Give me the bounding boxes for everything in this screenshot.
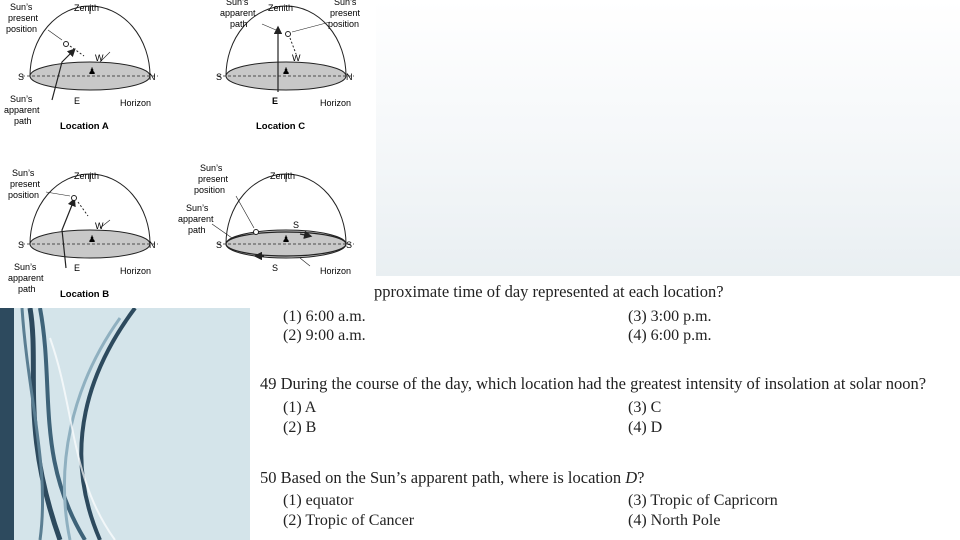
sun-present-label-d-2: present	[198, 174, 229, 184]
question-49-text: During the course of the day, which location had the greatest intensity of insolation at solar noon?	[280, 374, 927, 393]
q48-option-4: (4) 6:00 p.m.	[628, 327, 712, 344]
compass-s-b: S	[18, 240, 25, 250]
sun-present-label-d-3: position	[194, 185, 226, 195]
sun-present-label-d-1: Sun’s	[200, 163, 223, 173]
question-50-italic: D	[625, 468, 638, 487]
question-48-text: pproximate time of day represented at each location?	[374, 282, 724, 301]
sun-present-label-b-2: present	[10, 179, 41, 189]
q49-option-1: (1) A	[283, 399, 317, 416]
sun-path-diagram	[0, 0, 376, 308]
svg-text:♟: ♟	[88, 66, 97, 76]
compass-s-a: S	[18, 72, 25, 82]
compass-s-d-right: S	[346, 240, 353, 250]
question-50-number: 50	[260, 468, 277, 487]
q50-option-2: (2) Tropic of Cancer	[283, 512, 415, 529]
top-gradient-band	[376, 0, 960, 276]
sun-path-label-d-3: path	[188, 225, 206, 235]
sun-path-label-b-2: apparent	[8, 273, 44, 283]
sun-path-label-a-2: apparent	[4, 105, 40, 115]
sun-present-label-c-1: Sun’s	[334, 0, 357, 7]
decorative-curves	[0, 308, 250, 540]
horizon-label-a: Horizon	[120, 98, 152, 108]
q50-option-4: (4) North Pole	[628, 512, 721, 529]
zenith-label-d: Zenith	[270, 171, 296, 181]
sun-present-label-c-3: position	[328, 19, 360, 29]
question-49	[260, 374, 926, 394]
compass-n-a: N	[149, 72, 156, 82]
sun-path-label-b-3: path	[18, 284, 36, 294]
compass-s-d-bottom: S	[272, 263, 279, 273]
location-c-diagram	[216, 0, 361, 132]
sun-path-label-c-3: path	[230, 19, 248, 29]
horizon-label-d: Horizon	[320, 266, 352, 276]
compass-e-c: E	[272, 96, 279, 106]
sun-path-label-c-1: Sun’s	[226, 0, 249, 7]
compass-w-a: W	[95, 53, 104, 63]
sun-present-label-a-2: present	[8, 13, 39, 23]
horizon-label-c: Horizon	[320, 98, 352, 108]
sun-present-label-a-1: Sun’s	[10, 2, 33, 12]
sun-path-label-a-1: Sun’s	[10, 94, 33, 104]
sun-path-label-d-1: Sun’s	[186, 203, 209, 213]
location-b-diagram	[8, 168, 158, 300]
zenith-label-b: Zenith	[74, 171, 100, 181]
q49-option-4: (4) D	[628, 419, 663, 436]
svg-text:♟: ♟	[282, 234, 291, 244]
sun-present-label-a-3: position	[6, 24, 38, 34]
compass-e-b: E	[74, 263, 81, 273]
sun-path-label-b-1: Sun’s	[14, 262, 37, 272]
zenith-label-c: Zenith	[268, 3, 294, 13]
compass-n-c: N	[346, 72, 353, 82]
question-50-end: ?	[637, 468, 645, 487]
sun-present-label-b-3: position	[8, 190, 40, 200]
location-a-diagram	[4, 2, 158, 132]
question-50-text: Based on the Sun’s apparent path, where is location	[280, 468, 626, 487]
zenith-label-a: Zenith	[74, 3, 100, 13]
q48-option-1: (1) 6:00 a.m.	[283, 308, 366, 325]
q49-option-2: (2) B	[283, 419, 317, 436]
question-49-number: 49	[260, 374, 277, 393]
svg-text:♟: ♟	[282, 66, 291, 76]
compass-s-c: S	[216, 72, 223, 82]
compass-e-a: E	[74, 96, 81, 106]
q50-option-3: (3) Tropic of Capricorn	[628, 492, 778, 509]
q48-option-2: (2) 9:00 a.m.	[283, 327, 366, 344]
location-a-label: Location A	[60, 121, 109, 132]
svg-text:♟: ♟	[88, 234, 97, 244]
compass-w-c: W	[292, 53, 301, 63]
sun-path-label-a-3: path	[14, 116, 32, 126]
compass-n-b: N	[149, 240, 156, 250]
sun-path-label-c-2: apparent	[220, 8, 256, 18]
question-50	[260, 468, 644, 488]
q49-option-3: (3) C	[628, 399, 662, 416]
q50-option-1: (1) equator	[283, 492, 354, 509]
questions-area	[250, 276, 960, 540]
compass-s-d-left: S	[216, 240, 223, 250]
location-c-label: Location C	[256, 121, 306, 132]
sun-present-label-c-2: present	[330, 8, 361, 18]
sun-present-label-b-1: Sun’s	[12, 168, 35, 178]
compass-w-b: W	[95, 221, 104, 231]
q48-option-3: (3) 3:00 p.m.	[628, 308, 712, 325]
horizon-label-b: Horizon	[120, 266, 152, 276]
compass-s-d-top: S	[293, 220, 300, 230]
sun-path-label-d-2: apparent	[178, 214, 214, 224]
location-b-label: Location B	[60, 289, 110, 300]
